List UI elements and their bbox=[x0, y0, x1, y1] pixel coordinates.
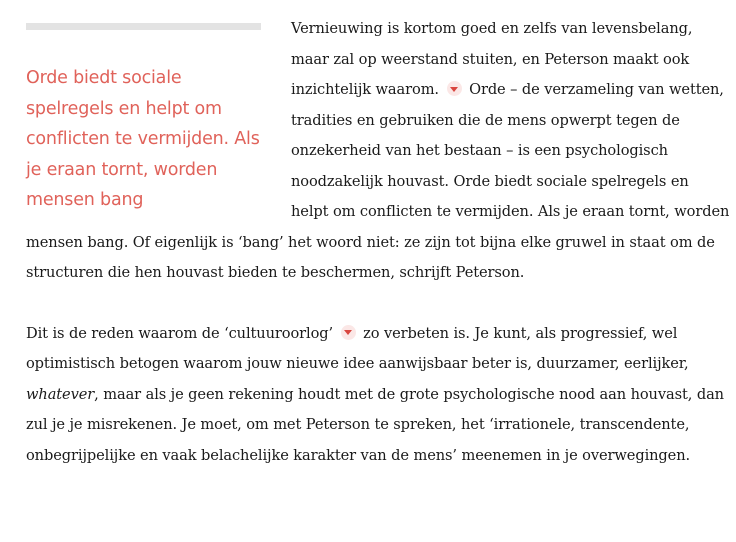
paragraph-2 bbox=[26, 319, 730, 472]
paragraph-2-part-1: Dit is de reden waarom de ‘cultuuroorlog’ bbox=[26, 324, 334, 342]
pull-quote-text: Orde biedt sociale spelregels en helpt om conflicten te vermijden. Als je eraan tornt, worden mensen bang bbox=[26, 68, 260, 210]
footnote-toggle-icon[interactable] bbox=[447, 81, 462, 96]
article-body bbox=[26, 14, 730, 501]
paragraph-2-part-2: zo verbeten is. Je kunt, als progressief, wel optimistisch betogen waarom jouw nieuwe idee aanwijsbaar beter is, duurzamer, eerlijker, bbox=[26, 324, 689, 372]
paragraph-1-part-2: Orde – de verzameling van wetten, tradities en gebruiken die de mens opwerpt tegen de onzekerheid van het bestaan – is een psychologisch noodzakelijk houvast. Orde biedt sociale spelregels en helpt om conflicten te vermijden. Als je eraan tornt, worden mensen bang. Of eigenlijk is ‘bang’ het woord niet: ze zijn tot bijna elke gruwel in staat om de structuren die hen houvast bieden te beschermen, schrijft Peterson. bbox=[26, 81, 730, 281]
footnote-toggle-icon[interactable] bbox=[341, 325, 356, 340]
paragraph-2-italic: whatever bbox=[26, 385, 95, 403]
paragraph-2-part-3: , maar als je geen rekening houdt met de grote psychologische nood aan houvast, dan zul je je misrekenen. Je moet, om met Peterson te spreken, het ‘irrationele, transcendente, onbegrijpelijke en vaak belachelijke karakter van de mens’ meenemen in je overwegingen. bbox=[26, 385, 724, 464]
pull-quote bbox=[26, 23, 261, 216]
paragraph-1-part-1: Vernieuwing is kortom goed en zelfs van levensbelang, maar zal op weerstand stuiten, en Peterson maakt ook inzichtelijk waarom. bbox=[291, 20, 693, 98]
